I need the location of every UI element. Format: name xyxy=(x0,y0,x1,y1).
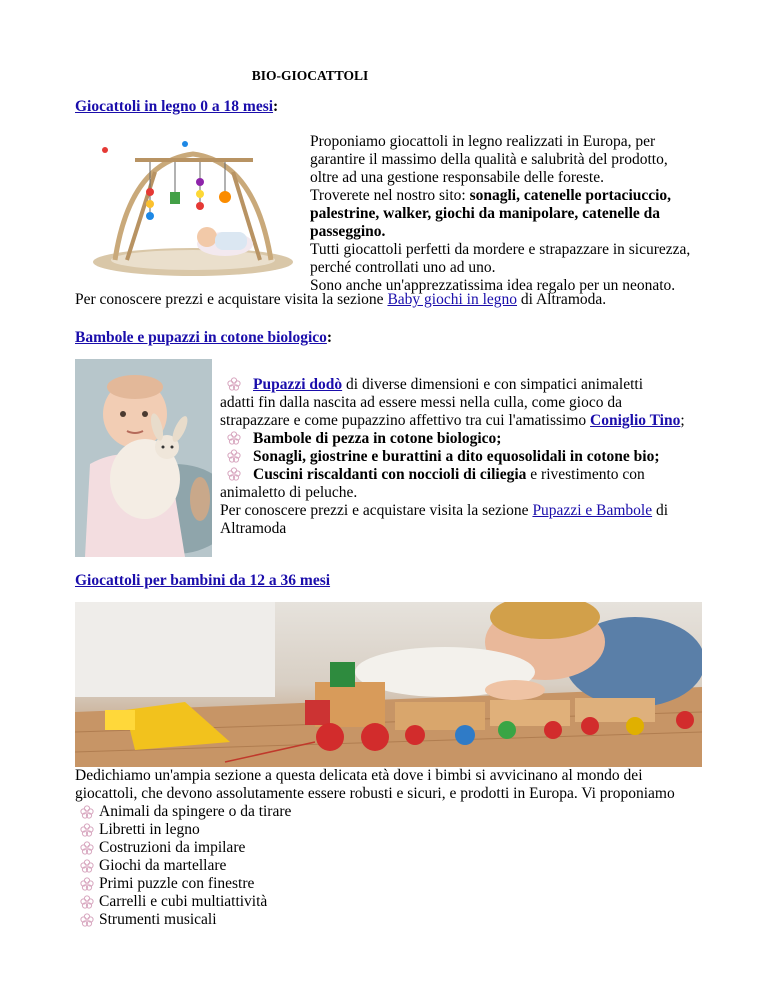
toddler-intro: Dedichiamo un'ampia sezione a questa delicata età dove i bimbi si avvicinano al mondo dei giocattoli, che devono assolutamente essere robusti e sicuri, e prodotti in Europa. Vi proponiamo xyxy=(75,767,675,802)
list-item: Costruzioni da impilare xyxy=(75,839,575,857)
list-item: Libretti in legno xyxy=(75,821,575,839)
link-pupazzi-dodo[interactable]: Pupazzi dodò xyxy=(253,376,343,393)
list-item: Carrelli e cubi multiattività xyxy=(75,893,575,911)
flower-icon xyxy=(80,913,94,927)
boy-wooden-train-photo xyxy=(75,602,702,767)
link-coniglio-tino[interactable]: Coniglio Tino xyxy=(590,412,681,429)
flower-icon xyxy=(80,841,94,855)
list-item: Sonagli, giostrine e burattini a dito equosolidali in cotone bio; xyxy=(220,448,720,466)
list-item: Giochi da martellare xyxy=(75,857,575,875)
list-item: Animali da spingere o da tirare xyxy=(75,803,575,821)
link-baby-giochi-legno[interactable]: Baby giochi in legno xyxy=(387,291,518,308)
flower-icon xyxy=(80,823,94,837)
flower-icon xyxy=(227,431,241,445)
flower-icon xyxy=(80,877,94,891)
link-wood-toys-heading[interactable]: Giocattoli in legno 0 a 18 mesi xyxy=(75,98,274,115)
flower-icon xyxy=(80,859,94,873)
link-pupazzi-bambole[interactable]: Pupazzi e Bambole xyxy=(532,502,653,519)
flower-icon xyxy=(80,895,94,909)
list-item: Bambole di pezza in cotone biologico; xyxy=(220,430,720,448)
flower-icon xyxy=(227,377,241,391)
page-title: BIO-GIOCATTOLI xyxy=(251,68,369,83)
section-heading-wood: Giocattoli in legno 0 a 18 mesi: xyxy=(75,98,279,115)
link-toddler-heading[interactable]: Giocattoli per bambini da 12 a 36 mesi xyxy=(75,572,331,589)
link-dolls-heading[interactable]: Bambole e pupazzi in cotone biologico xyxy=(75,329,327,346)
baby-plush-photo xyxy=(75,359,212,557)
list-item: Cuscini riscaldanti con noccioli di ciliegia e rivestimento con xyxy=(220,466,720,484)
flower-icon xyxy=(227,449,241,463)
wood-toys-description: Proponiamo giocattoli in legno realizzati in Europa, per garantire il massimo della qualità e salubrità del prodotto, oltre ad una gestione responsabile delle foreste. Troverete nel nostro sito: sonagli, catenelle portaciuccio, palestrine, walker, giochi da manipolare, catenelle da passeggino. Tutti giocattoli perfetti da mordere e strapazzare in sicurezza, perché controllati uno ad uno. Sono anche un'apprezzatissima idea regalo per un neonato. xyxy=(310,133,691,294)
section-heading-toddler xyxy=(75,572,330,590)
flower-icon xyxy=(80,805,94,819)
list-item: Primi puzzle con finestre xyxy=(75,875,575,893)
list-item: Strumenti musicali xyxy=(75,911,575,929)
dolls-list: Pupazzi dodò di diverse dimensioni e con simpatici animaletti adatti fin dalla nascita ad essere messi nella culla, come gioco da strapazzare e come pupazzino affettivo tra cui l'amatissimo Coniglio Tino; Bambole di pezza in cotone biologico; Sonagli, giostrine e burattini a dito equosolidali in cotone bio; Cuscini riscaldanti con noccioli di ciliegia e rivestimento con animaletto di peluche. Per conoscere prezzi e acquistare visita la sezione Pupazzi e Bambole di Altramoda xyxy=(220,376,720,538)
toddler-toys-list xyxy=(75,803,575,929)
section-heading-dolls: Bambole e pupazzi in cotone biologico: xyxy=(75,329,333,346)
flower-icon xyxy=(227,467,241,481)
wood-toys-cta: Per conoscere prezzi e acquistare visita la sezione Baby giochi in legno di Altramoda. xyxy=(75,291,607,308)
list-item: Pupazzi dodò di diverse dimensioni e con simpatici animaletti xyxy=(220,376,720,394)
wooden-baby-gym-photo xyxy=(75,132,300,287)
